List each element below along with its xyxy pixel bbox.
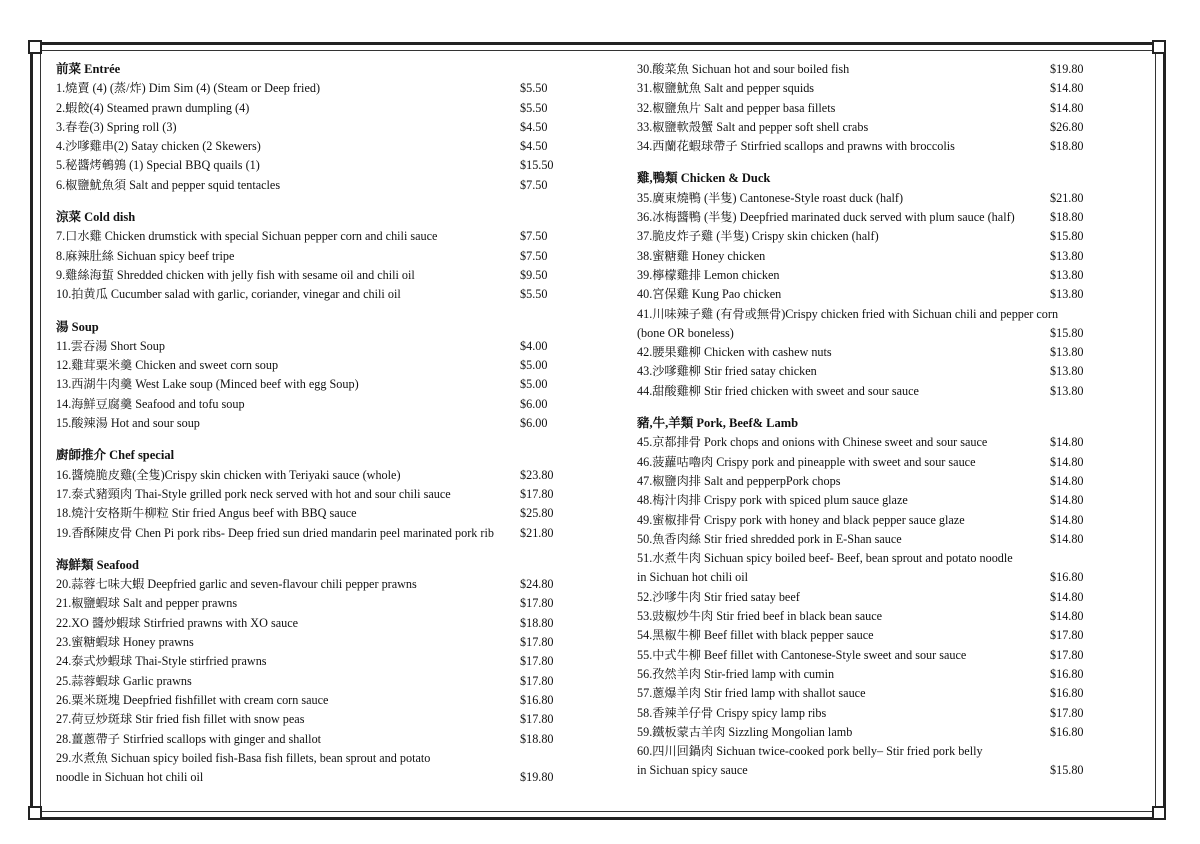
menu-item-name: 31.椒鹽魷魚 Salt and pepper squids bbox=[637, 81, 815, 96]
menu-section bbox=[637, 169, 1092, 401]
menu-item-name: 59.鐵板蒙古羊肉 Sizzling Mongolian lamb bbox=[637, 724, 853, 739]
menu-item-price: $17.80 bbox=[1050, 705, 1084, 720]
menu-item bbox=[637, 723, 1092, 742]
menu-item-name: 52.沙嗲牛肉 Stir fried satay beef bbox=[637, 589, 800, 604]
menu-item-name: 13.西湖牛肉羹 West Lake soup (Minced beef with egg Soup) bbox=[56, 377, 359, 392]
menu-item bbox=[637, 453, 1092, 472]
menu-item bbox=[56, 337, 566, 356]
menu-item-name: 41.川味辣子雞 (有骨或無骨)Crispy chicken fried with Sichuan chili and pepper corn bbox=[637, 306, 1059, 321]
menu-item-name: 12.雞茸粟米羹 Chicken and sweet corn soup bbox=[56, 358, 279, 373]
menu-item-name: 23.蜜糖蝦球 Honey prawns bbox=[56, 635, 194, 650]
section-title: 涼菜 Cold dish bbox=[56, 210, 136, 225]
menu-item-name: 47.椒鹽肉排 Salt and pepperpPork chops bbox=[637, 473, 841, 488]
menu-item-name: 30.酸菜魚 Sichuan hot and sour boiled fish bbox=[637, 62, 850, 76]
menu-item-price: $25.80 bbox=[520, 506, 554, 521]
menu-item bbox=[637, 433, 1092, 452]
menu-item-price: $23.80 bbox=[520, 467, 554, 482]
menu-item-price: $17.80 bbox=[520, 673, 554, 688]
menu-item-price: $4.50 bbox=[520, 119, 548, 134]
menu-item-name: 46.菠蘿咕嚕肉 Crispy pork and pineapple with sweet and sour sauce bbox=[637, 454, 976, 469]
frame-corner-ornament bbox=[1152, 40, 1166, 54]
menu-item bbox=[56, 575, 566, 594]
menu-item-price: $14.80 bbox=[1050, 100, 1084, 115]
menu-item bbox=[637, 189, 1092, 208]
menu-item bbox=[637, 530, 1092, 549]
menu-item bbox=[637, 704, 1092, 723]
menu-item-price: $4.50 bbox=[520, 139, 548, 154]
menu-item-price: $14.80 bbox=[1050, 81, 1084, 96]
menu-item bbox=[56, 524, 566, 543]
menu-item bbox=[56, 614, 566, 633]
menu-item-name: 16.醬燒脆皮雞(全隻)Crispy skin chicken with Teriyaki sauce (whole) bbox=[56, 467, 401, 482]
section-title: 前菜 Entrée bbox=[56, 62, 121, 76]
menu-item-price: $13.80 bbox=[1050, 345, 1084, 360]
menu-item-price: $14.80 bbox=[1050, 531, 1084, 546]
menu-item-price: $19.80 bbox=[520, 770, 554, 785]
menu-item-price: $26.80 bbox=[1050, 119, 1084, 134]
menu-item-price: $6.00 bbox=[520, 396, 548, 411]
menu-item-price: $5.50 bbox=[520, 81, 548, 96]
menu-item-price: $14.80 bbox=[1050, 473, 1084, 488]
menu-item-price: $19.80 bbox=[1050, 62, 1084, 76]
menu-item-price: $17.80 bbox=[1050, 647, 1084, 662]
menu-item-name: 26.粟米斑塊 Deepfried fishfillet with cream corn sauce bbox=[56, 692, 329, 707]
menu-item-price: $17.80 bbox=[520, 596, 554, 611]
menu-item bbox=[56, 466, 566, 485]
menu-item bbox=[56, 414, 566, 433]
menu-item-name: 40.宮保雞 Kung Pao chicken bbox=[637, 287, 782, 302]
menu-item bbox=[637, 665, 1092, 684]
menu-item bbox=[56, 285, 566, 304]
menu-item-price: $14.80 bbox=[1050, 435, 1084, 450]
menu-item-name: 38.蜜糖雞 Honey chicken bbox=[637, 248, 766, 263]
menu-item bbox=[637, 227, 1092, 246]
menu-item bbox=[637, 305, 1092, 344]
section-title: 雞,鴨類 Chicken & Duck bbox=[637, 171, 771, 186]
menu-item bbox=[56, 266, 566, 285]
menu-item bbox=[56, 156, 566, 175]
menu-item-name: 18.燒汁安格斯牛柳粒 Stir fried Angus beef with BBQ sauce bbox=[56, 506, 357, 521]
menu-item-price: $15.50 bbox=[520, 158, 554, 173]
menu-item bbox=[637, 247, 1092, 266]
menu-item-price: $15.80 bbox=[1050, 325, 1084, 340]
menu-item-name: 21.椒鹽蝦球 Salt and pepper prawns bbox=[56, 596, 238, 611]
menu-item-price: $24.80 bbox=[520, 577, 554, 592]
menu-item-price: $15.80 bbox=[1050, 229, 1084, 244]
menu-item bbox=[637, 588, 1092, 607]
menu-item-name: 7.口水雞 Chicken drumstick with special Sichuan pepper corn and chili sauce bbox=[56, 229, 438, 244]
menu-item-name: 25.蒜蓉蝦球 Garlic prawns bbox=[56, 673, 192, 688]
section-title: 海鮮類 Seafood bbox=[56, 557, 139, 572]
menu-item-price: $13.80 bbox=[1050, 287, 1084, 302]
menu-item bbox=[637, 684, 1092, 703]
menu-item bbox=[637, 382, 1092, 401]
menu-item-name-continued: in Sichuan spicy sauce bbox=[637, 763, 748, 778]
menu-item bbox=[637, 646, 1092, 665]
menu-item bbox=[56, 485, 566, 504]
menu-item-name-continued: (bone OR boneless) bbox=[637, 325, 734, 340]
menu-item-name-continued: in Sichuan hot chili oil bbox=[637, 570, 749, 585]
menu-item-price: $16.80 bbox=[520, 692, 554, 707]
menu-item-name: 33.椒鹽軟殼蟹 Salt and pepper soft shell crabs bbox=[637, 119, 869, 134]
menu-item-name: 56.孜然羊肉 Stir-fried lamp with cumin bbox=[637, 666, 835, 681]
menu-item-price: $16.80 bbox=[1050, 686, 1084, 701]
menu-item-price: $14.80 bbox=[1050, 493, 1084, 508]
menu-item bbox=[56, 247, 566, 266]
menu-section bbox=[56, 556, 566, 788]
menu-item-name: 55.中式牛柳 Beef fillet with Cantonese-Style sweet and sour sauce bbox=[637, 647, 967, 662]
menu-item-name: 32.椒鹽魚片 Salt and pepper basa fillets bbox=[637, 100, 836, 115]
menu-section bbox=[56, 208, 566, 304]
menu-item-price: $18.80 bbox=[1050, 139, 1084, 154]
menu-item-price: $6.00 bbox=[520, 416, 548, 431]
menu-item-name: 17.泰式豬頸肉 Thai-Style grilled pork neck served with hot and sour chili sauce bbox=[56, 486, 451, 501]
menu-item-name: 37.脆皮炸子雞 (半隻) Crispy skin chicken (half) bbox=[637, 229, 879, 244]
menu-item-name: 24.泰式炒蝦球 Thai-Style stirfried prawns bbox=[56, 654, 267, 669]
menu-item-price: $7.50 bbox=[520, 229, 548, 244]
menu-item bbox=[56, 672, 566, 691]
menu-item-name: 34.西蘭花蝦球帶子 Stirfried scallops and prawns with broccolis bbox=[637, 139, 955, 154]
menu-item bbox=[637, 549, 1092, 588]
menu-item-name: 60.四川回鍋肉 Sichuan twice-cooked pork belly– Stir fried pork belly bbox=[637, 744, 983, 759]
menu-item-name: 28.薑蔥帶子 Stirfried scallops with ginger and shallot bbox=[56, 731, 322, 746]
menu-item bbox=[637, 99, 1092, 118]
menu-item-price: $21.80 bbox=[520, 525, 554, 540]
menu-item bbox=[56, 375, 566, 394]
menu-item bbox=[637, 118, 1092, 137]
menu-item-name: 48.梅汁肉排 Crispy pork with spiced plum sauce glaze bbox=[637, 493, 908, 508]
menu-item-name: 2.蝦餃(4) Steamed prawn dumpling (4) bbox=[56, 100, 250, 115]
menu-item-name: 29.水煮魚 Sichuan spicy boiled fish-Basa fish fillets, bean sprout and potato bbox=[56, 750, 431, 765]
menu-item-name: 51.水煮牛肉 Sichuan spicy boiled beef- Beef, bean sprout and potato noodle bbox=[637, 551, 1013, 566]
menu-item-price: $7.50 bbox=[520, 248, 548, 263]
menu-section bbox=[637, 60, 1092, 156]
menu-item-price: $14.80 bbox=[1050, 512, 1084, 527]
menu-item-price: $21.80 bbox=[1050, 190, 1084, 205]
menu-item bbox=[56, 652, 566, 671]
menu-item-name: 58.香辣羊仔骨 Crispy spicy lamp ribs bbox=[637, 705, 827, 720]
menu-item bbox=[637, 491, 1092, 510]
menu-item bbox=[637, 472, 1092, 491]
menu-section bbox=[56, 446, 566, 542]
menu-item-price: $7.50 bbox=[520, 177, 548, 192]
menu-item-price: $5.50 bbox=[520, 100, 548, 115]
menu-item-name: 11.雲吞湯 Short Soup bbox=[56, 338, 165, 353]
frame-corner-ornament bbox=[28, 40, 42, 54]
menu-item-price: $16.80 bbox=[1050, 570, 1084, 585]
menu-item bbox=[637, 362, 1092, 381]
menu-item-name: 1.燒賣 (4) (蒸/炸) Dim Sim (4) (Steam or Deep fried) bbox=[56, 81, 321, 96]
menu-item-name: 49.蜜椒排骨 Crispy pork with honey and black pepper sauce glaze bbox=[637, 512, 965, 527]
menu-item-name: 54.黑椒牛柳 Beef fillet with black pepper sauce bbox=[637, 628, 874, 643]
menu-item-price: $13.80 bbox=[1050, 364, 1084, 379]
menu-item-price: $18.80 bbox=[520, 731, 554, 746]
menu-item-price: $18.80 bbox=[1050, 210, 1084, 225]
menu-item-price: $17.80 bbox=[1050, 628, 1084, 643]
menu-item-price: $5.00 bbox=[520, 358, 548, 373]
menu-item bbox=[637, 208, 1092, 227]
menu-column-right bbox=[637, 60, 1092, 794]
menu-section bbox=[637, 414, 1092, 781]
menu-item bbox=[637, 60, 1092, 79]
menu-item bbox=[637, 742, 1092, 781]
menu-item-name: 14.海鮮豆腐羹 Seafood and tofu soup bbox=[56, 396, 245, 411]
menu-item-name: 44.甜酸雞柳 Stir fried chicken with sweet and sour sauce bbox=[637, 383, 919, 398]
menu-item-price: $13.80 bbox=[1050, 267, 1084, 282]
menu-item-name: 19.香酥陳皮骨 Chen Pi pork ribs- Deep fried sun dried mandarin peel marinated pork rib bbox=[56, 525, 494, 540]
menu-item bbox=[637, 79, 1092, 98]
menu-item-price: $17.80 bbox=[520, 486, 554, 501]
menu-item-price: $4.00 bbox=[520, 338, 548, 353]
menu-item-price: $17.80 bbox=[520, 635, 554, 650]
menu-item bbox=[56, 176, 566, 195]
menu-item bbox=[56, 691, 566, 710]
menu-item-name: 5.秘醬烤鵪鶉 (1) Special BBQ quails (1) bbox=[56, 158, 260, 173]
menu-item-name: 53.豉椒炒牛肉 Stir fried beef in black bean sauce bbox=[637, 609, 883, 624]
menu-item bbox=[637, 266, 1092, 285]
menu-item-name: 43.沙嗲雞柳 Stir fried satay chicken bbox=[637, 364, 817, 379]
menu-item-price: $17.80 bbox=[520, 712, 554, 727]
menu-item bbox=[56, 594, 566, 613]
menu-item-price: $17.80 bbox=[520, 654, 554, 669]
menu-item-price: $13.80 bbox=[1050, 383, 1084, 398]
menu-section bbox=[56, 318, 566, 434]
menu-item-name: 3.春卷(3) Spring roll (3) bbox=[56, 119, 177, 134]
menu-item-price: $15.80 bbox=[1050, 763, 1084, 778]
menu-item bbox=[637, 511, 1092, 530]
menu-item-name: 57.蔥爆羊肉 Stir fried lamp with shallot sauce bbox=[637, 686, 866, 701]
menu-item bbox=[56, 395, 566, 414]
menu-item-name: 9.雞絲海蜇 Shredded chicken with jelly fish with sesame oil and chili oil bbox=[56, 267, 415, 282]
menu-item-name: 4.沙嗲雞串(2) Satay chicken (2 Skewers) bbox=[56, 139, 261, 154]
menu-item bbox=[637, 607, 1092, 626]
menu-item-name-continued: noodle in Sichuan hot chili oil bbox=[56, 770, 204, 785]
menu-item-name: 20.蒜蓉七味大蝦 Deepfried garlic and seven-flavour chili pepper prawns bbox=[56, 577, 417, 592]
menu-column-left bbox=[56, 60, 566, 800]
frame-corner-ornament bbox=[1152, 806, 1166, 820]
menu-item bbox=[56, 504, 566, 523]
menu-item-price: $9.50 bbox=[520, 267, 548, 282]
menu-item bbox=[56, 99, 566, 118]
menu-item-price: $14.80 bbox=[1050, 609, 1084, 624]
menu-item bbox=[637, 343, 1092, 362]
menu-item-name: 10.拍黄瓜 Cucumber salad with garlic, coriander, vinegar and chili oil bbox=[56, 287, 401, 302]
menu-item-name: 15.酸辣湯 Hot and sour soup bbox=[56, 416, 200, 431]
menu-item-price: $16.80 bbox=[1050, 724, 1084, 739]
menu-item bbox=[56, 710, 566, 729]
menu-item bbox=[56, 137, 566, 156]
menu-item-price: $5.00 bbox=[520, 377, 548, 392]
menu-item-price: $5.50 bbox=[520, 287, 548, 302]
menu-item-price: $16.80 bbox=[1050, 666, 1084, 681]
menu-item bbox=[637, 137, 1092, 156]
menu-item bbox=[56, 749, 566, 788]
menu-item bbox=[56, 730, 566, 749]
menu-item bbox=[637, 285, 1092, 304]
menu-item-name: 36.冰梅醬鴨 (半隻) Deepfried marinated duck served with plum sauce (half) bbox=[637, 210, 1015, 225]
section-title: 廚師推介 Chef special bbox=[56, 448, 175, 463]
menu-item-name: 27.荷豆炒斑球 Stir fried fish fillet with snow peas bbox=[56, 712, 305, 727]
section-title: 湯 Soup bbox=[56, 319, 99, 334]
menu-item bbox=[56, 79, 566, 98]
menu-item bbox=[56, 356, 566, 375]
frame-corner-ornament bbox=[28, 806, 42, 820]
menu-item-name: 6.椒鹽魷魚須 Salt and pepper squid tentacles bbox=[56, 177, 281, 192]
menu-item-price: $13.80 bbox=[1050, 248, 1084, 263]
menu-item-name: 35.廣東燒鴨 (半隻) Cantonese-Style roast duck (half) bbox=[637, 190, 904, 205]
section-title: 豬,牛,羊類 Pork, Beef& Lamb bbox=[637, 416, 799, 431]
menu-item-price: $14.80 bbox=[1050, 454, 1084, 469]
menu-item bbox=[637, 626, 1092, 645]
menu-item bbox=[56, 633, 566, 652]
menu-item-price: $14.80 bbox=[1050, 589, 1084, 604]
menu-section bbox=[56, 60, 566, 195]
menu-item-price: $18.80 bbox=[520, 615, 554, 630]
menu-item bbox=[56, 227, 566, 246]
menu-item-name: 42.腰果雞柳 Chicken with cashew nuts bbox=[637, 345, 832, 360]
menu-item-name: 50.魚香肉絲 Stir fried shredded pork in E-Shan sauce bbox=[637, 531, 902, 546]
menu-item bbox=[56, 118, 566, 137]
menu-item-name: 45.京都排骨 Pork chops and onions with Chinese sweet and sour sauce bbox=[637, 435, 988, 450]
menu-item-name: 22.XO 醬炒蝦球 Stirfried prawns with XO sauce bbox=[56, 615, 299, 630]
menu-item-name: 8.麻辣肚絲 Sichuan spicy beef tripe bbox=[56, 248, 235, 263]
menu-item-name: 39.檸檬雞排 Lemon chicken bbox=[637, 267, 780, 282]
